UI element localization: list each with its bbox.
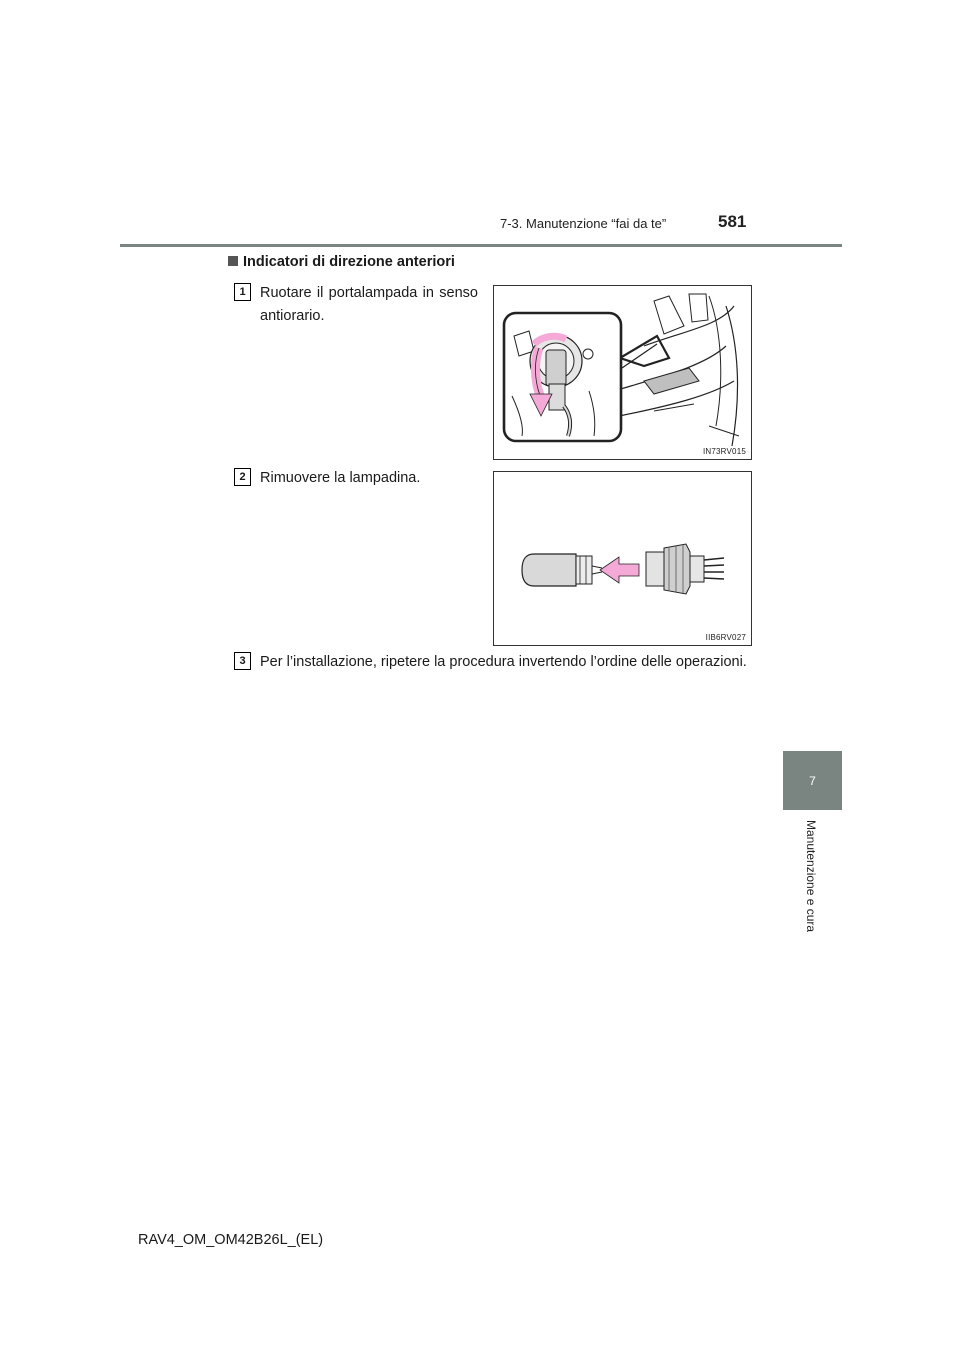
document-code: RAV4_OM_OM42B26L_(EL) [138, 1232, 324, 1248]
figure-code-2: IIB6RV027 [705, 633, 746, 642]
step-text-1: Ruotare il portalampada in senso antiorario. [260, 285, 478, 324]
step-text-2: Rimuovere la lampadina. [260, 470, 421, 486]
step-number-2: 2 [234, 468, 251, 486]
figure-code-1: IN73RV015 [702, 447, 746, 456]
section-heading [228, 254, 455, 270]
figure-bulb-removal [493, 471, 752, 646]
headlight-illustration [494, 286, 751, 459]
figure-bulb-holder-rotation [493, 285, 752, 460]
square-bullet-icon [228, 256, 238, 266]
step-number-1: 1 [234, 283, 251, 301]
chapter-number: 7 [809, 773, 816, 788]
chapter-label: Manutenzione e cura [804, 820, 818, 933]
step-number-3: 3 [234, 652, 251, 670]
section-title: 7-3. Manutenzione “fai da te” [500, 216, 667, 231]
page-number: 581 [718, 212, 747, 231]
header-divider [120, 244, 842, 247]
bulb-illustration [494, 472, 751, 645]
chapter-tab [783, 751, 842, 810]
heading-text: Indicatori di direzione anteriori [243, 254, 455, 270]
step-text-3: Per l’installazione, ripetere la procedura invertendo l’ordine delle operazioni. [260, 654, 747, 670]
